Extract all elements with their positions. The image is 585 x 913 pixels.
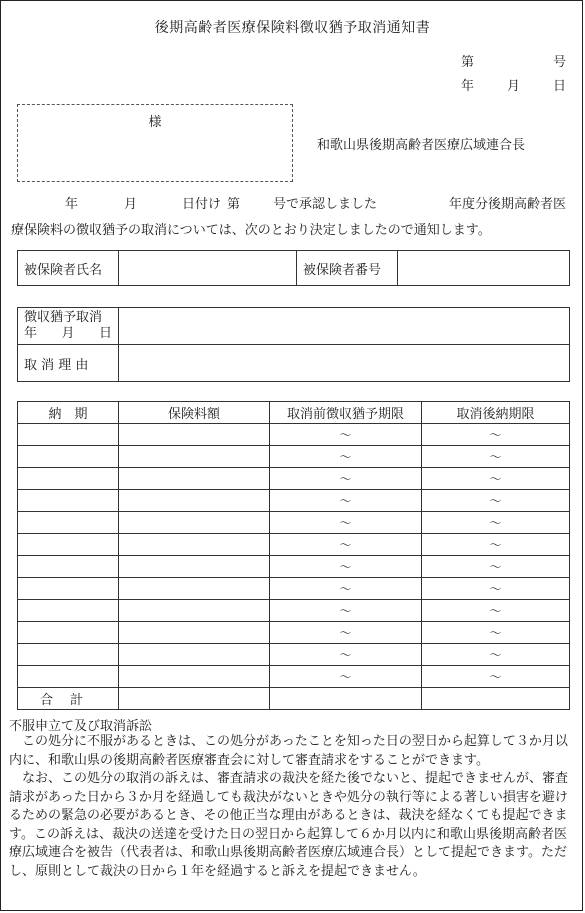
premium-cell[interactable] <box>119 446 270 468</box>
cancellation-date-label-line1: 徴収猶予取消 <box>24 310 103 325</box>
schedule-row <box>18 490 570 512</box>
label-month: 月 <box>61 326 75 341</box>
appeal-paragraph-2: なお、この処分の取消の訴えは、審査請求の裁決を経た後でないと、提起できませんが、審査請求があった日から３か月を経過しても裁決がないときや処分の執行等による著しい損害を避けるための緊急の必要があるとき、その他正当な理由があるときは、裁決を経なくても提起できます。この訴えは、裁決の送達を受けた日の翌日から起算して６か月以内に和歌山県後期高齢者医療広域連合を被告（代表者は、和歌山県後期高齢者医療広域連合長）として提起できます。ただし、原則として裁決の日から１年を経過すると訴えを提起できません。 <box>9 771 569 879</box>
before-deadline-cell[interactable]: ～ <box>270 446 422 468</box>
issue-number-row <box>461 51 566 75</box>
payment-schedule-table <box>17 401 570 710</box>
before-deadline-cell[interactable]: ～ <box>270 424 422 446</box>
before-deadline-cell[interactable]: ～ <box>270 600 422 622</box>
schedule-row <box>18 468 570 490</box>
schedule-row <box>18 666 570 688</box>
appeal-paragraph-1: この処分に不服があるときは、この処分があったことを知った日の翌日から起算して３か月以内に、和歌山県の後期高齢者医療審査会に対して審査請求をすることができます。 <box>9 734 568 768</box>
before-deadline-cell[interactable]: ～ <box>270 534 422 556</box>
before-deadline-cell[interactable]: ～ <box>270 512 422 534</box>
cancellation-date-field[interactable] <box>119 308 570 345</box>
due-cell[interactable] <box>18 534 119 556</box>
premium-cell[interactable] <box>119 666 270 688</box>
addressee-box[interactable] <box>17 104 293 182</box>
schedule-header-row <box>18 402 570 424</box>
before-deadline-cell[interactable]: ～ <box>270 556 422 578</box>
insured-name-label: 被保険者氏名 <box>18 251 119 286</box>
appeal-notice <box>9 733 577 881</box>
total-label: 合 計 <box>18 688 119 710</box>
cancellation-table <box>17 307 570 382</box>
premium-cell[interactable] <box>119 534 270 556</box>
due-cell[interactable] <box>18 622 119 644</box>
insured-number-label: 被保険者番号 <box>297 251 398 286</box>
premium-cell[interactable] <box>119 490 270 512</box>
appeal-heading: 不服申立て及び取消訴訟 <box>9 719 153 734</box>
before-deadline-cell[interactable]: ～ <box>270 490 422 512</box>
intro-month: 月 <box>124 197 138 212</box>
total-before[interactable] <box>270 688 422 710</box>
document-title: 後期高齢者医療保険料徴収猶予取消通知書 <box>154 20 431 36</box>
due-cell[interactable] <box>18 468 119 490</box>
label-year: 年 <box>24 326 38 341</box>
schedule-row <box>18 600 570 622</box>
issue-month: 月 <box>506 79 520 94</box>
insured-info-table <box>17 250 570 286</box>
issue-day: 日 <box>552 79 566 94</box>
header-premium: 保険料額 <box>119 402 270 424</box>
schedule-row <box>18 622 570 644</box>
premium-cell[interactable] <box>119 644 270 666</box>
due-cell[interactable] <box>18 578 119 600</box>
issue-year: 年 <box>461 79 475 94</box>
after-deadline-cell[interactable]: ～ <box>422 600 570 622</box>
cancellation-reason-field[interactable] <box>119 345 570 382</box>
premium-cell[interactable] <box>119 556 270 578</box>
before-deadline-cell[interactable]: ～ <box>270 622 422 644</box>
schedule-row <box>18 446 570 468</box>
premium-cell[interactable] <box>119 512 270 534</box>
total-premium[interactable] <box>119 688 270 710</box>
addressee-honorific: 様 <box>148 115 162 130</box>
premium-cell[interactable] <box>119 578 270 600</box>
header-before-deadline: 取消前徴収猶予期限 <box>270 402 422 424</box>
due-cell[interactable] <box>18 490 119 512</box>
issue-date-row <box>461 75 566 99</box>
label-day: 日 <box>98 326 112 341</box>
after-deadline-cell[interactable]: ～ <box>422 512 570 534</box>
due-cell[interactable] <box>18 512 119 534</box>
due-cell[interactable] <box>18 556 119 578</box>
number-suffix: 号 <box>552 55 566 70</box>
cancellation-date-label-line2 <box>24 326 112 342</box>
number-prefix: 第 <box>461 55 475 70</box>
schedule-row <box>18 534 570 556</box>
after-deadline-cell[interactable]: ～ <box>422 556 570 578</box>
before-deadline-cell[interactable]: ～ <box>270 644 422 666</box>
total-after[interactable] <box>422 688 570 710</box>
due-cell[interactable] <box>18 644 119 666</box>
schedule-row <box>18 424 570 446</box>
premium-cell[interactable] <box>119 468 270 490</box>
after-deadline-cell[interactable]: ～ <box>422 666 570 688</box>
after-deadline-cell[interactable]: ～ <box>422 644 570 666</box>
after-deadline-cell[interactable]: ～ <box>422 424 570 446</box>
cancellation-date-label <box>18 308 119 345</box>
schedule-row <box>18 578 570 600</box>
insured-number-field[interactable] <box>398 251 570 286</box>
intro-approved: 号で承認しました <box>273 197 378 212</box>
intro-year: 年 <box>65 197 79 212</box>
schedule-row <box>18 644 570 666</box>
before-deadline-cell[interactable]: ～ <box>270 578 422 600</box>
due-cell[interactable] <box>18 446 119 468</box>
schedule-total-row <box>18 688 570 710</box>
after-deadline-cell[interactable]: ～ <box>422 468 570 490</box>
schedule-row <box>18 556 570 578</box>
intro-paragraph <box>11 192 573 244</box>
insured-name-field[interactable] <box>119 251 297 286</box>
cancellation-reason-label: 取 消 理 由 <box>18 345 119 382</box>
due-cell[interactable] <box>18 666 119 688</box>
due-cell[interactable] <box>18 424 119 446</box>
intro-number-prefix: 第 <box>227 197 241 212</box>
after-deadline-cell[interactable]: ～ <box>422 534 570 556</box>
intro-line-1 <box>11 192 573 218</box>
after-deadline-cell[interactable]: ～ <box>422 622 570 644</box>
intro-fiscal-year: 年度分後期高齢者医 <box>449 197 567 212</box>
schedule-row <box>18 512 570 534</box>
premium-cell[interactable] <box>119 600 270 622</box>
premium-cell[interactable] <box>119 622 270 644</box>
due-cell[interactable] <box>18 600 119 622</box>
after-deadline-cell[interactable]: ～ <box>422 578 570 600</box>
before-deadline-cell[interactable]: ～ <box>270 468 422 490</box>
header-due: 納 期 <box>18 402 119 424</box>
intro-line-2: 療保険料の徴収猶予の取消については、次のとおり決定しましたので通知します。 <box>11 223 491 238</box>
issue-number-date-box <box>461 51 566 99</box>
premium-cell[interactable] <box>119 424 270 446</box>
issuer-name: 和歌山県後期高齢者医療広域連合長 <box>317 138 526 153</box>
intro-dated: 日付け <box>182 197 222 212</box>
header-after-deadline: 取消後納期限 <box>422 402 570 424</box>
before-deadline-cell[interactable]: ～ <box>270 666 422 688</box>
after-deadline-cell[interactable]: ～ <box>422 490 570 512</box>
after-deadline-cell[interactable]: ～ <box>422 446 570 468</box>
